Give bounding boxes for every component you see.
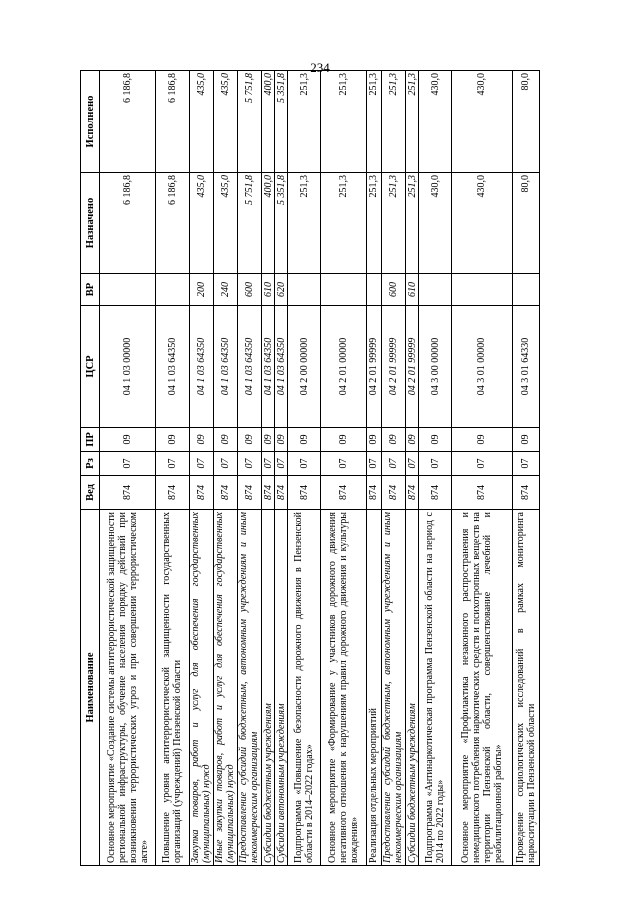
cell-name: Основное мероприятие «Профилактика незаконного распространения и немедицинского потребления наркотических средств и психотропных веществ на территории Пензенской области, совершенствование лечебной и реабилитационной работы»: [452, 510, 512, 866]
cell-assigned: 251,3: [381, 173, 405, 274]
cell-rz: 07: [100, 452, 156, 476]
cell-ved: 874: [419, 476, 452, 510]
cell-name: Субсидии бюджетным учреждениям: [262, 510, 275, 866]
cell-name: Основное мероприятие «Создание системы антитеррористической защищенности региональной инфраструктуры, обучение населения порядку действий при возникновении террористических угроз и при совершении террористическом акте»: [100, 510, 156, 866]
cell-csr: 04 1 03 64350: [189, 306, 213, 428]
cell-pr: 09: [275, 428, 288, 452]
cell-pr: 09: [512, 428, 539, 452]
table-container: [80, 71, 540, 866]
cell-name: Проведение социологических исследований в рамках мониторинга наркоситуации в Пензенской области: [512, 510, 539, 866]
cell-rz: 07: [213, 452, 237, 476]
cell-pr: 09: [156, 428, 189, 452]
cell-executed: 430,0: [452, 71, 512, 173]
cell-assigned: 5 351,8: [275, 173, 288, 274]
cell-executed: 251,3: [288, 71, 321, 173]
cell-name: Подпрограмма «Повышение безопасности дорожного движения в Пензенской области в 2014–2022 годах»: [288, 510, 321, 866]
cell-vr: 200: [189, 274, 213, 306]
cell-vr: 620: [275, 274, 288, 306]
cell-executed: 251,3: [405, 71, 418, 173]
cell-name: Субсидии автономным учреждениям: [275, 510, 288, 866]
cell-executed: 435,0: [189, 71, 213, 173]
cell-rz: 07: [419, 452, 452, 476]
cell-rz: 07: [275, 452, 288, 476]
table-row: [189, 71, 213, 866]
cell-vr: 600: [381, 274, 405, 306]
cell-ved: 874: [275, 476, 288, 510]
cell-rz: 07: [237, 452, 261, 476]
cell-ved: 874: [237, 476, 261, 510]
header-assigned: Назначено: [81, 173, 100, 274]
cell-ved: 874: [405, 476, 418, 510]
cell-name: Подпрограмма «Антинаркотическая программа Пензенской области на период с 2014 по 2022 годы»: [419, 510, 452, 866]
table-row: [419, 71, 452, 866]
cell-name: Субсидии бюджетным учреждениям: [405, 510, 418, 866]
cell-rz: 07: [381, 452, 405, 476]
header-executed: Исполнено: [81, 71, 100, 173]
cell-assigned: 80,0: [512, 173, 539, 274]
cell-ved: 874: [512, 476, 539, 510]
cell-rz: 07: [288, 452, 321, 476]
cell-pr: 09: [237, 428, 261, 452]
cell-csr: 04 1 03 00000: [100, 306, 156, 428]
cell-name: Предоставление субсидий бюджетным, автономным учреждениям и иным некоммерческим организациям: [237, 510, 261, 866]
cell-executed: 251,3: [366, 71, 381, 173]
cell-csr: 04 2 01 00000: [321, 306, 366, 428]
cell-ved: 874: [262, 476, 275, 510]
table-row: [275, 71, 288, 866]
cell-csr: 04 1 03 64350: [275, 306, 288, 428]
cell-csr: 04 1 03 64350: [213, 306, 237, 428]
table-row: [366, 71, 381, 866]
table-row: [262, 71, 275, 866]
cell-vr: [100, 274, 156, 306]
table-row: [321, 71, 366, 866]
cell-rz: 07: [405, 452, 418, 476]
cell-vr: 600: [237, 274, 261, 306]
table-row: [381, 71, 405, 866]
cell-name: Повышение уровня антитеррористической защищенности государственных организаций (учреждений) Пензенской области: [156, 510, 189, 866]
table-row: [452, 71, 512, 866]
cell-name: Реализация отдельных мероприятий: [366, 510, 381, 866]
cell-name: Предоставление субсидий бюджетным, автономным учреждениям и иным некоммерческим организациям: [381, 510, 405, 866]
cell-assigned: 400,0: [262, 173, 275, 274]
cell-pr: 09: [262, 428, 275, 452]
cell-executed: 6 186,8: [156, 71, 189, 173]
table-row: [512, 71, 539, 866]
table-row: [156, 71, 189, 866]
cell-vr: [512, 274, 539, 306]
cell-ved: 874: [366, 476, 381, 510]
table-row: [288, 71, 321, 866]
cell-assigned: 251,3: [321, 173, 366, 274]
cell-executed: 430,0: [419, 71, 452, 173]
cell-assigned: 251,3: [288, 173, 321, 274]
cell-assigned: 435,0: [213, 173, 237, 274]
cell-csr: 04 2 01 99999: [381, 306, 405, 428]
cell-ved: 874: [100, 476, 156, 510]
header-pr: ПР: [81, 428, 100, 452]
cell-csr: 04 2 00 00000: [288, 306, 321, 428]
cell-vr: [419, 274, 452, 306]
cell-name: Основное мероприятие «Формирование у участников дорожного движения негативного отношения к нарушениям правил дорожного движения и культуры вождения»: [321, 510, 366, 866]
cell-name: Закупка товаров, работ и услуг для обеспечения государственных (муниципальных) нужд: [189, 510, 213, 866]
cell-ved: 874: [381, 476, 405, 510]
cell-pr: 09: [288, 428, 321, 452]
cell-csr: 04 2 01 99999: [366, 306, 381, 428]
cell-pr: 09: [366, 428, 381, 452]
cell-executed: 251,3: [381, 71, 405, 173]
header-csr: ЦСР: [81, 306, 100, 428]
cell-csr: 04 2 01 99999: [405, 306, 418, 428]
cell-pr: 09: [189, 428, 213, 452]
cell-ved: 874: [189, 476, 213, 510]
cell-executed: 5 751,8: [237, 71, 261, 173]
cell-assigned: 430,0: [452, 173, 512, 274]
cell-vr: [321, 274, 366, 306]
cell-pr: 09: [405, 428, 418, 452]
cell-rz: 07: [189, 452, 213, 476]
cell-assigned: 6 186,8: [156, 173, 189, 274]
page-number: 234: [310, 60, 330, 75]
cell-rz: 07: [262, 452, 275, 476]
cell-pr: 09: [100, 428, 156, 452]
cell-pr: 09: [452, 428, 512, 452]
cell-csr: 04 1 03 64350: [156, 306, 189, 428]
cell-rz: 07: [156, 452, 189, 476]
table-row: [237, 71, 261, 866]
cell-vr: 610: [405, 274, 418, 306]
cell-rz: 07: [321, 452, 366, 476]
cell-csr: 04 3 01 00000: [452, 306, 512, 428]
cell-executed: 6 186,8: [100, 71, 156, 173]
table-row: [405, 71, 418, 866]
cell-csr: 04 3 01 64330: [512, 306, 539, 428]
cell-csr: 04 3 00 00000: [419, 306, 452, 428]
cell-rz: 07: [512, 452, 539, 476]
cell-vr: 610: [262, 274, 275, 306]
cell-ved: 874: [213, 476, 237, 510]
cell-assigned: 5 751,8: [237, 173, 261, 274]
cell-ved: 874: [452, 476, 512, 510]
cell-name: Иные закупки товаров, работ и услуг для обеспечения государственных (муниципальных) нужд: [213, 510, 237, 866]
cell-pr: 09: [419, 428, 452, 452]
cell-assigned: 6 186,8: [100, 173, 156, 274]
cell-assigned: 435,0: [189, 173, 213, 274]
cell-vr: [156, 274, 189, 306]
cell-vr: [288, 274, 321, 306]
budget-table: [80, 70, 540, 866]
header-name: Наименование: [81, 510, 100, 866]
cell-ved: 874: [288, 476, 321, 510]
cell-executed: 80,0: [512, 71, 539, 173]
cell-assigned: 251,3: [366, 173, 381, 274]
cell-assigned: 430,0: [419, 173, 452, 274]
cell-csr: 04 1 03 64350: [237, 306, 261, 428]
header-rz: Рз: [81, 452, 100, 476]
cell-csr: 04 1 03 64350: [262, 306, 275, 428]
cell-assigned: 251,3: [405, 173, 418, 274]
cell-executed: 400,0: [262, 71, 275, 173]
cell-rz: 07: [366, 452, 381, 476]
table-row: [213, 71, 237, 866]
cell-vr: 240: [213, 274, 237, 306]
cell-rz: 07: [452, 452, 512, 476]
cell-executed: 435,0: [213, 71, 237, 173]
cell-pr: 09: [321, 428, 366, 452]
header-ved: Вед: [81, 476, 100, 510]
cell-ved: 874: [321, 476, 366, 510]
header-row: [81, 71, 100, 866]
cell-pr: 09: [381, 428, 405, 452]
cell-vr: [366, 274, 381, 306]
cell-executed: 5 351,8: [275, 71, 288, 173]
cell-pr: 09: [213, 428, 237, 452]
cell-vr: [452, 274, 512, 306]
table-row: [100, 71, 156, 866]
cell-ved: 874: [156, 476, 189, 510]
cell-executed: 251,3: [321, 71, 366, 173]
header-vr: ВР: [81, 274, 100, 306]
